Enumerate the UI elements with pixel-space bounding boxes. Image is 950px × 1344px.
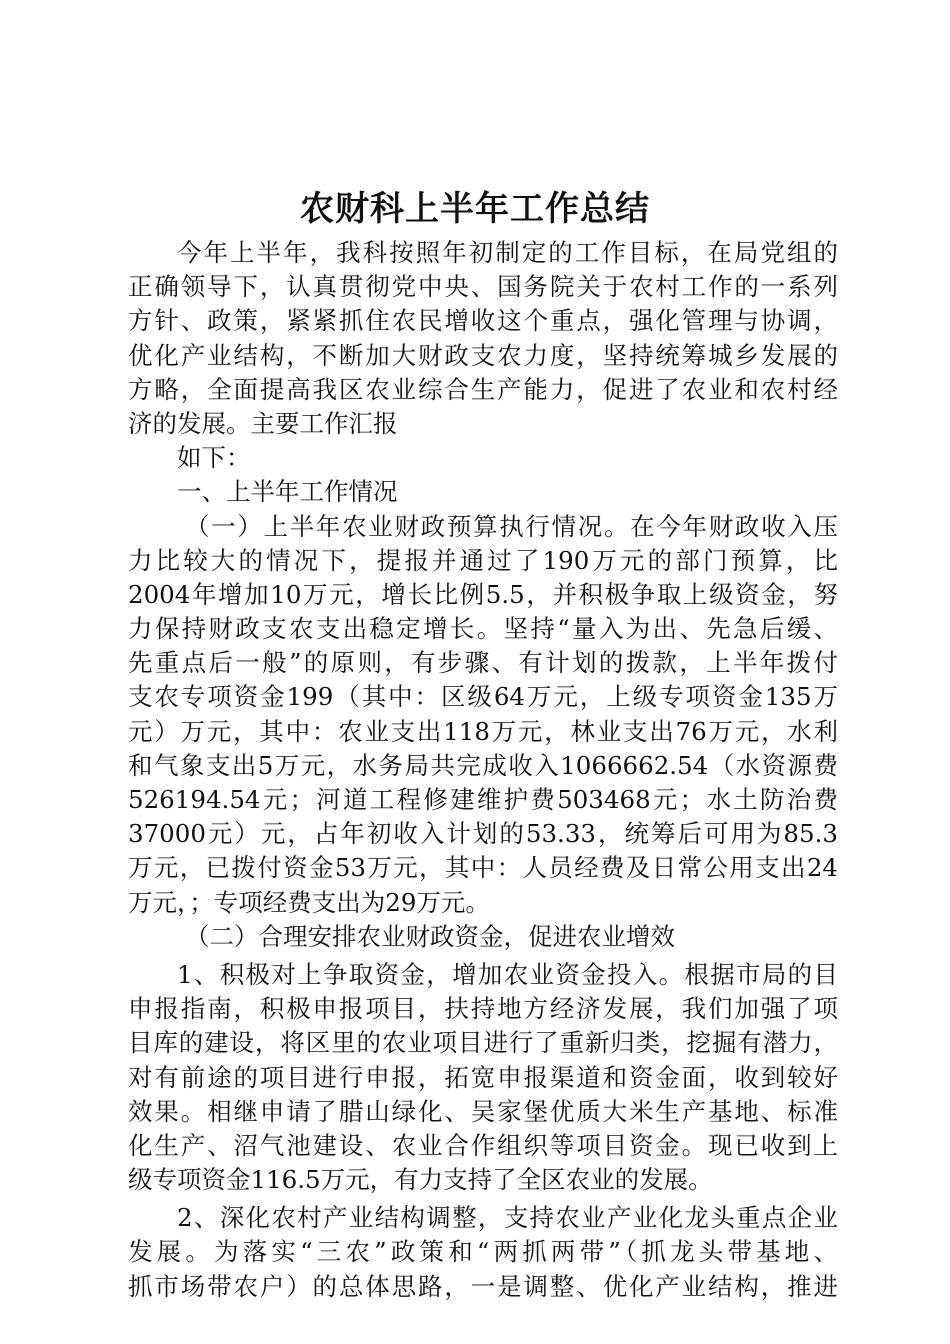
- paragraph-line: 万元，已拨付资金53万元，其中：人员经费及日常公用支出24: [128, 853, 838, 883]
- section-heading: 一、上半年工作情况: [177, 477, 398, 507]
- paragraph-line: 1、积极对上争取资金，增加农业资金投入。根据市局的目: [177, 959, 838, 989]
- paragraph-line: 方略，全面提高我区农业综合生产能力，促进了农业和农村经: [128, 374, 838, 404]
- paragraph-line: 化生产、沼气池建设、农业合作组织等项目资金。现已收到上: [128, 1130, 838, 1160]
- paragraph-line: 对有前途的项目进行申报，拓宽申报渠道和资金面，收到较好: [128, 1062, 838, 1092]
- subsection-heading: （二）合理安排农业财政资金，促进农业增效: [185, 921, 675, 951]
- paragraph-line: 方针、政策，紧紧抓住农民增收这个重点，强化管理与协调，: [128, 306, 838, 336]
- paragraph-line: 力保持财政支农支出稳定增长。坚持“量入为出、先急后缓、: [128, 614, 838, 644]
- paragraph-line: 发展。为落实“三农”政策和“两抓两带”（抓龙头带基地、: [128, 1237, 838, 1267]
- paragraph-line: 2、深化农村产业结构调整，支持农业产业化龙头重点企业: [177, 1203, 838, 1233]
- document-title: 农财科上半年工作总结: [300, 189, 650, 229]
- paragraph-line: 支农专项资金199（其中：区级64万元，上级专项资金135万: [128, 682, 838, 712]
- paragraph-line: 正确领导下，认真贯彻党中央、国务院关于农村工作的一系列: [128, 272, 838, 302]
- paragraph-line: 万元，；专项经费支出为29万元。: [128, 887, 490, 917]
- paragraph-line: 今年上半年，我科按照年初制定的工作目标，在局党组的: [177, 238, 838, 267]
- paragraph-line: 526194.54元；河道工程修建维护费503468元；水土防治费: [128, 785, 838, 814]
- paragraph-line: 级专项资金116.5万元，有力支持了全区农业的发展。: [128, 1165, 713, 1195]
- paragraph-line: 优化产业结构，不断加大财政支农力度，坚持统筹城乡发展的: [128, 340, 838, 370]
- paragraph-line: 效果。相继申请了腊山绿化、吴家堡优质大米生产基地、标准: [128, 1096, 838, 1126]
- paragraph-line: 和气象支出5万元，水务局共完成收入1066662.54（水资源费: [128, 750, 838, 780]
- paragraph-line: 如下：: [177, 443, 251, 473]
- document-body: [128, 236, 838, 1304]
- paragraph-line: 2004年增加10万元，增长比例5.5，并积极争取上级资金，努: [128, 579, 838, 609]
- paragraph-line: 抓市场带农户）的总体思路，一是调整、优化产业结构，推进: [128, 1271, 838, 1301]
- paragraph-line: 先重点后一般”的原则，有步骤、有计划的拨款，上半年拨付: [128, 648, 838, 678]
- paragraph-line: 元）万元，其中：农业支出118万元，林业支出76万元，水利: [128, 716, 838, 746]
- paragraph-line: 37000元）元，占年初收入计划的53.33，统筹后可用为85.3: [128, 819, 838, 849]
- paragraph-line: 目库的建设，将区里的农业项目进行了重新归类，挖掘有潜力，: [128, 1028, 838, 1058]
- paragraph-line: 济的发展。主要工作汇报: [128, 408, 398, 438]
- paragraph-line: （一）上半年农业财政预算执行情况。在今年财政收入压: [185, 511, 838, 541]
- paragraph-line: 力比较大的情况下，提报并通过了190万元的部门预算，比: [128, 545, 838, 575]
- paragraph-line: 申报指南，积极申报项目，扶持地方经济发展，我们加强了项: [128, 994, 838, 1024]
